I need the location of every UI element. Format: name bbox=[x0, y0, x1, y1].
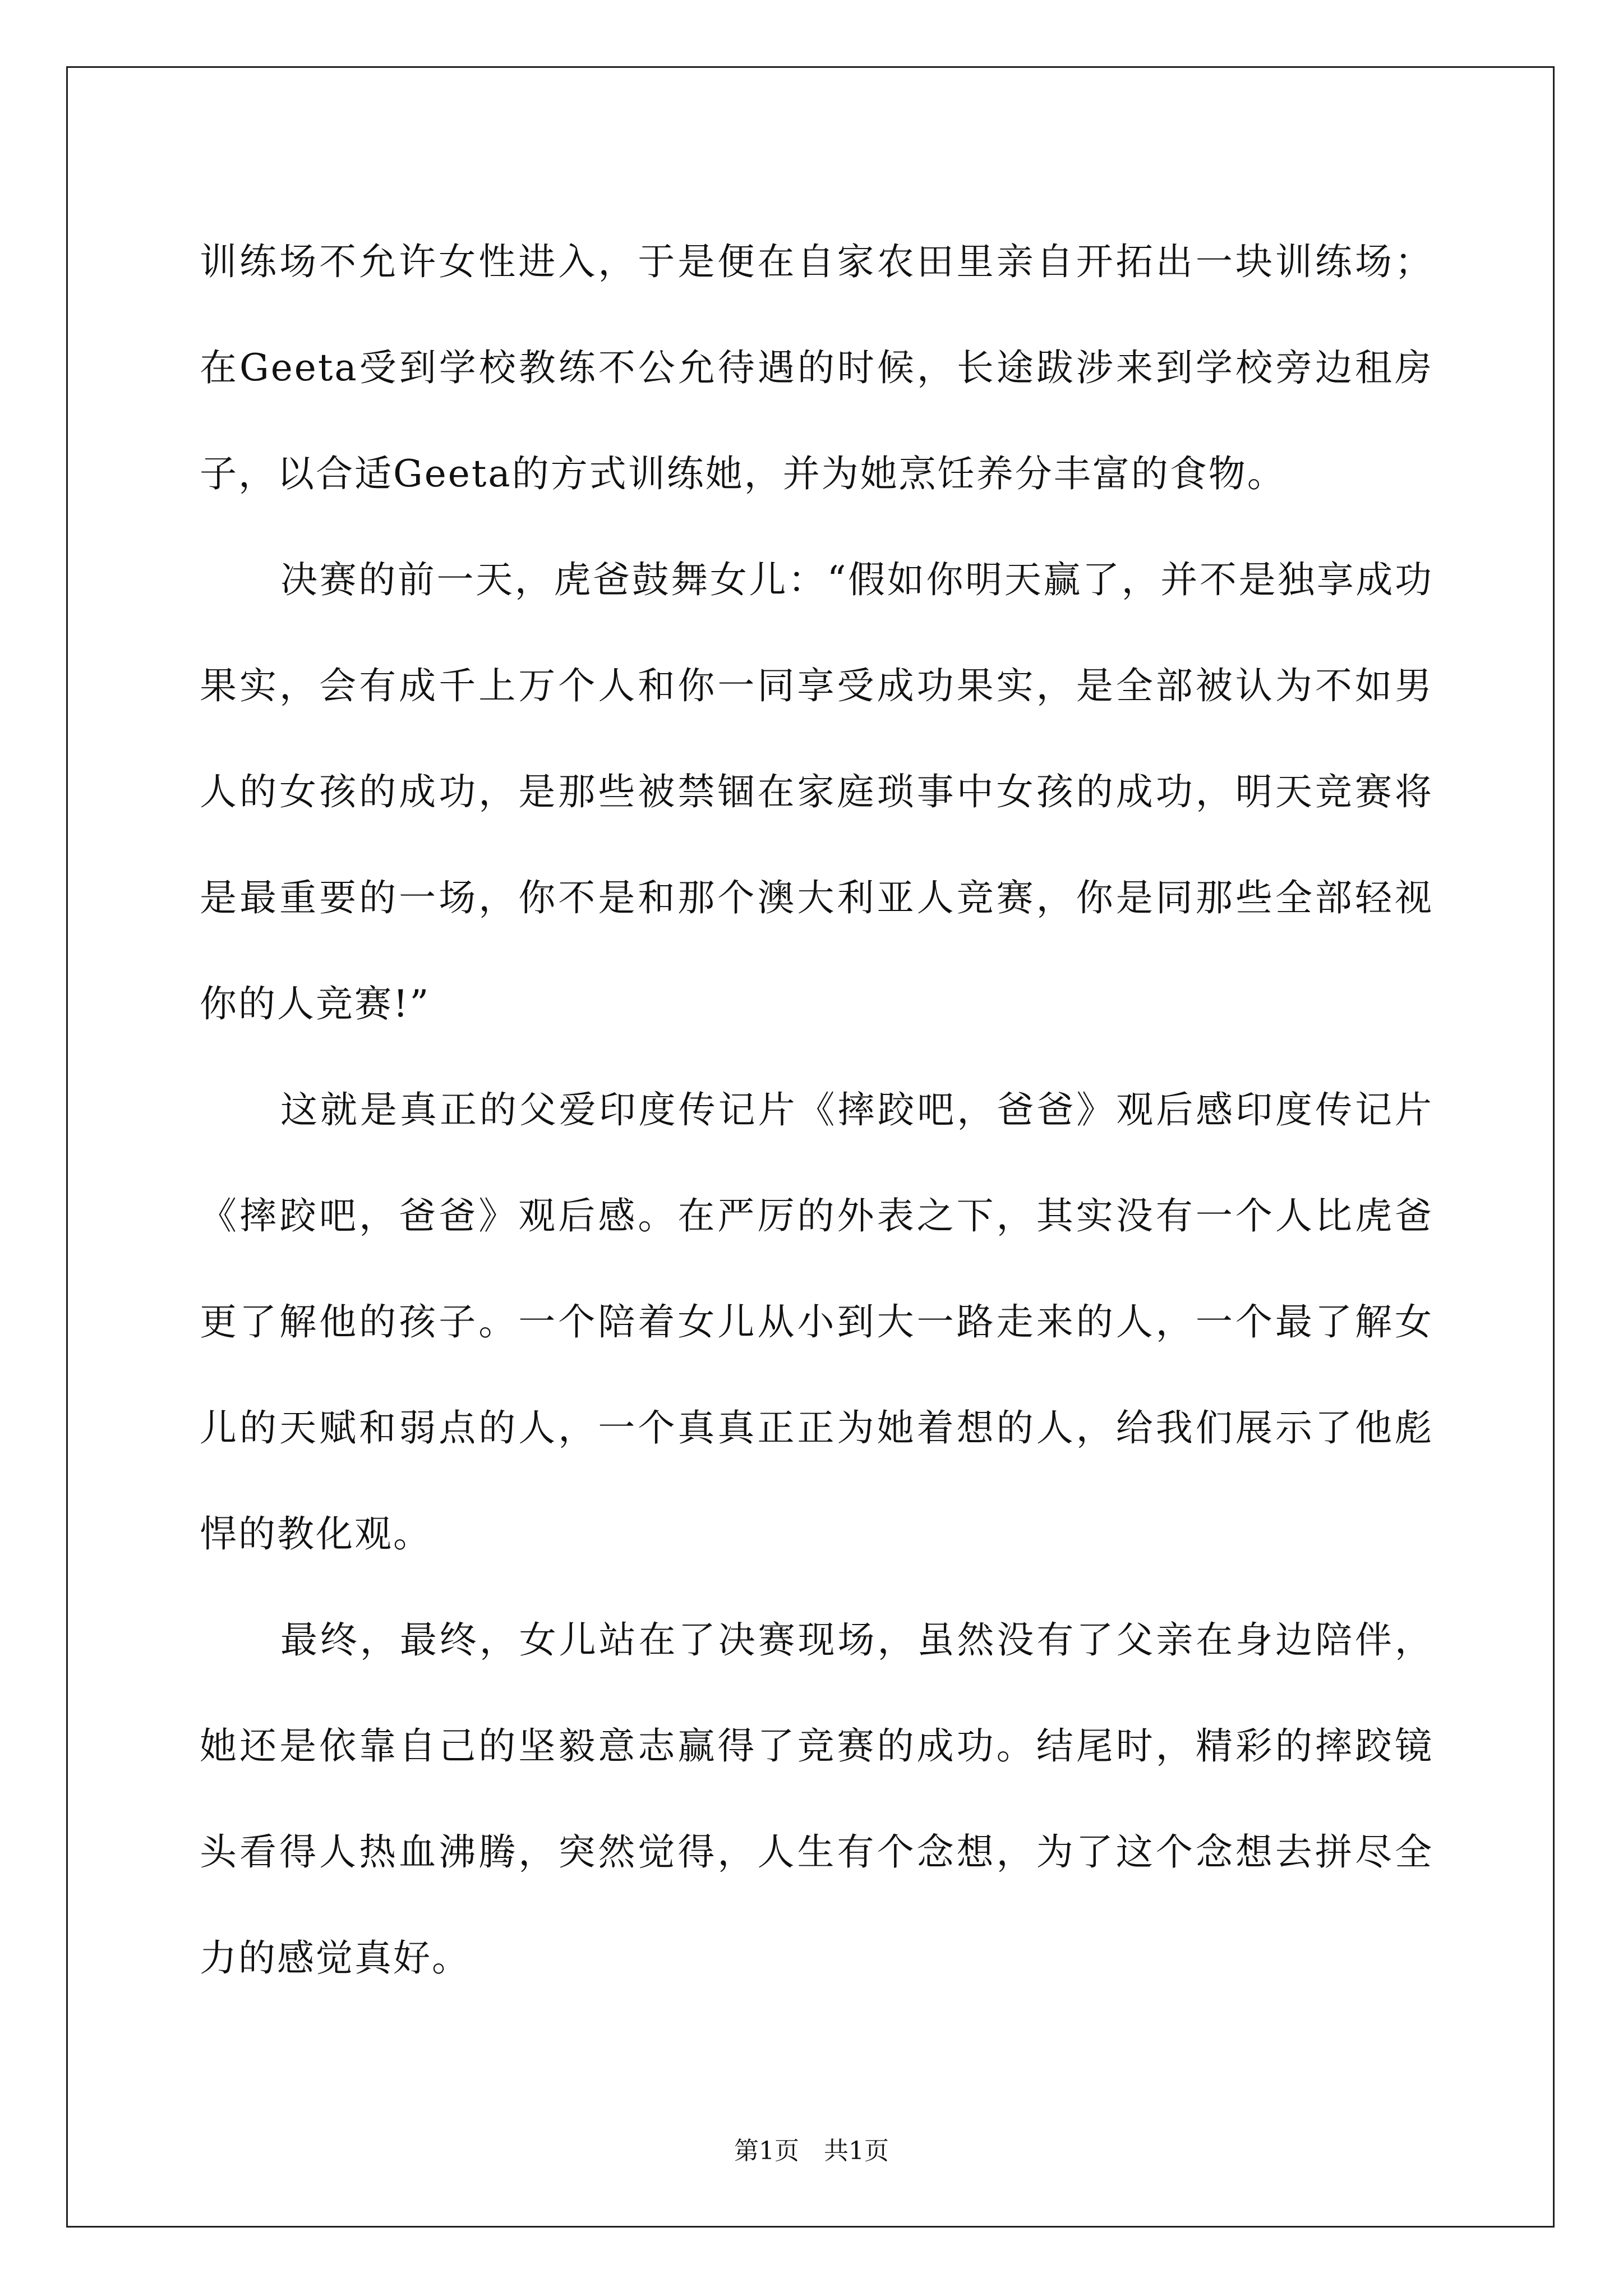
paragraph-continued: 训练场不允许女性进入，于是便在自家农田里亲自开拓出一块训练场；在Geeta受到学校教练不公允待遇的时候，长途跋涉来到学校旁边租房子，以合适Geeta的方式训练她，并为她烹饪养分丰富的食物。 bbox=[200, 240, 1433, 495]
paragraph-ending: 最终，最终，女儿站在了决赛现场，虽然没有了父亲在身边陪伴，她还是依靠自己的坚毅意志赢得了竞赛的成功。结尾时，精彩的摔跤镜头看得人热血沸腾，突然觉得，人生有个念想，为了这个念想去拼尽全力的感觉真好。 bbox=[200, 1618, 1433, 1980]
page-total: 共1页 bbox=[824, 2137, 889, 2165]
page-number: 第1页 bbox=[734, 2137, 799, 2165]
paragraph-final-eve: 决赛的前一天，虎爸鼓舞女儿：“假如你明天赢了，并不是独享成功果实，会有成千上万个人和你一同享受成功果实，是全部被认为不如男人的女孩的成功，是那些被禁锢在家庭琐事中女孩的成功，明天竞赛将是最重要的一场，你不是和那个澳大利亚人竞赛，你是同那些全部轻视你的人竞赛!” bbox=[200, 558, 1433, 1025]
paragraph-fatherly-love: 这就是真正的父爱印度传记片《摔跤吧，爸爸》观后感印度传记片《摔跤吧，爸爸》观后感。在严厉的外表之下，其实没有一个人比虎爸更了解他的孩子。一个陪着女儿从小到大一路走来的人，一个最了解女儿的天赋和弱点的人，一个真真正正为她着想的人，给我们展示了他彪悍的教化观。 bbox=[200, 1088, 1433, 1556]
document-body bbox=[200, 209, 1433, 2011]
page-footer bbox=[0, 2134, 1623, 2168]
